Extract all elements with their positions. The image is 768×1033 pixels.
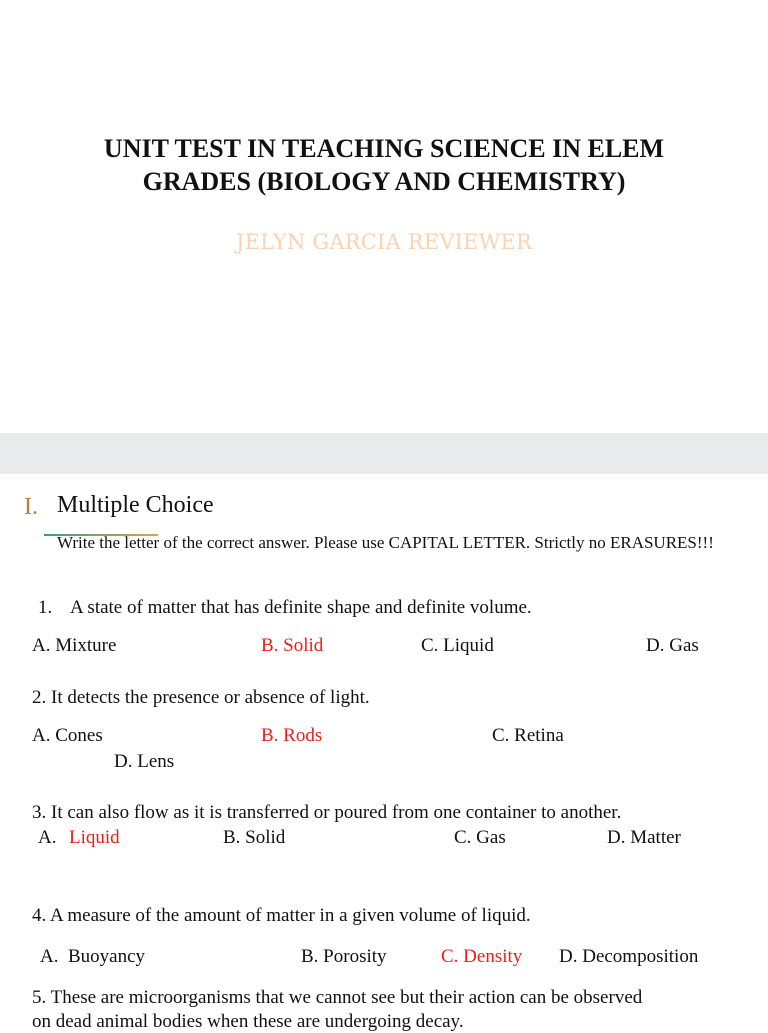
document-title — [60, 132, 708, 198]
q1-option-b-answer: B. Solid — [261, 635, 324, 656]
question-5-text: 5. These are microorganisms that we cannot see but their action can be observed — [32, 987, 643, 1008]
question-3-text: 3. It can also flow as it is transferred or poured from one container to another. — [32, 802, 622, 823]
cover-slide — [0, 0, 768, 433]
q2-option-b-answer: B. Rods — [261, 725, 323, 746]
question-1-text: A state of matter that has definite shape and definite volume. — [70, 597, 532, 618]
slide-separator — [0, 433, 768, 474]
q4-option-c-answer: C. Density — [441, 946, 523, 967]
author-subtitle: JELYN GARCIA REVIEWER — [235, 230, 533, 254]
question-2-text: 2. It detects the presence or absence of light. — [32, 687, 370, 708]
q3-option-a-answer: Liquid — [69, 827, 120, 848]
q1-option-c: C. Liquid — [421, 635, 494, 656]
title-line-1: UNIT TEST IN TEACHING SCIENCE IN ELEM — [103, 134, 665, 163]
section-number: I. — [24, 494, 38, 520]
q3-option-a-prefix: A. — [38, 827, 57, 848]
question-4-text: 4. A measure of the amount of matter in a given volume of liquid. — [32, 905, 531, 926]
q4-option-b: B. Porosity — [301, 946, 387, 967]
q2-option-a: A. Cones — [32, 725, 103, 746]
q3-option-c: C. Gas — [454, 827, 506, 848]
instructions: Write the letter of the correct answer. Please use CAPITAL LETTER. Strictly no ERASURES!!! — [57, 533, 714, 552]
section-title: Multiple Choice — [57, 492, 214, 518]
title-line-2: GRADES (BIOLOGY AND CHEMISTRY) — [142, 167, 626, 196]
q2-option-c: C. Retina — [492, 725, 564, 746]
q4-option-d: D. Decomposition — [559, 946, 699, 967]
q1-option-d: D. Gas — [646, 635, 699, 656]
q3-option-d: D. Matter — [607, 827, 681, 848]
question-5-text-line2: on dead animal bodies when these are undergoing decay. — [32, 1011, 464, 1032]
q4-option-a: A. Buoyancy — [40, 946, 146, 967]
q2-option-d: D. Lens — [114, 751, 175, 772]
q1-option-a: A. Mixture — [32, 635, 117, 656]
questions-slide — [0, 474, 768, 1032]
q3-option-b: B. Solid — [223, 827, 286, 848]
question-1-number: 1. — [38, 597, 53, 618]
